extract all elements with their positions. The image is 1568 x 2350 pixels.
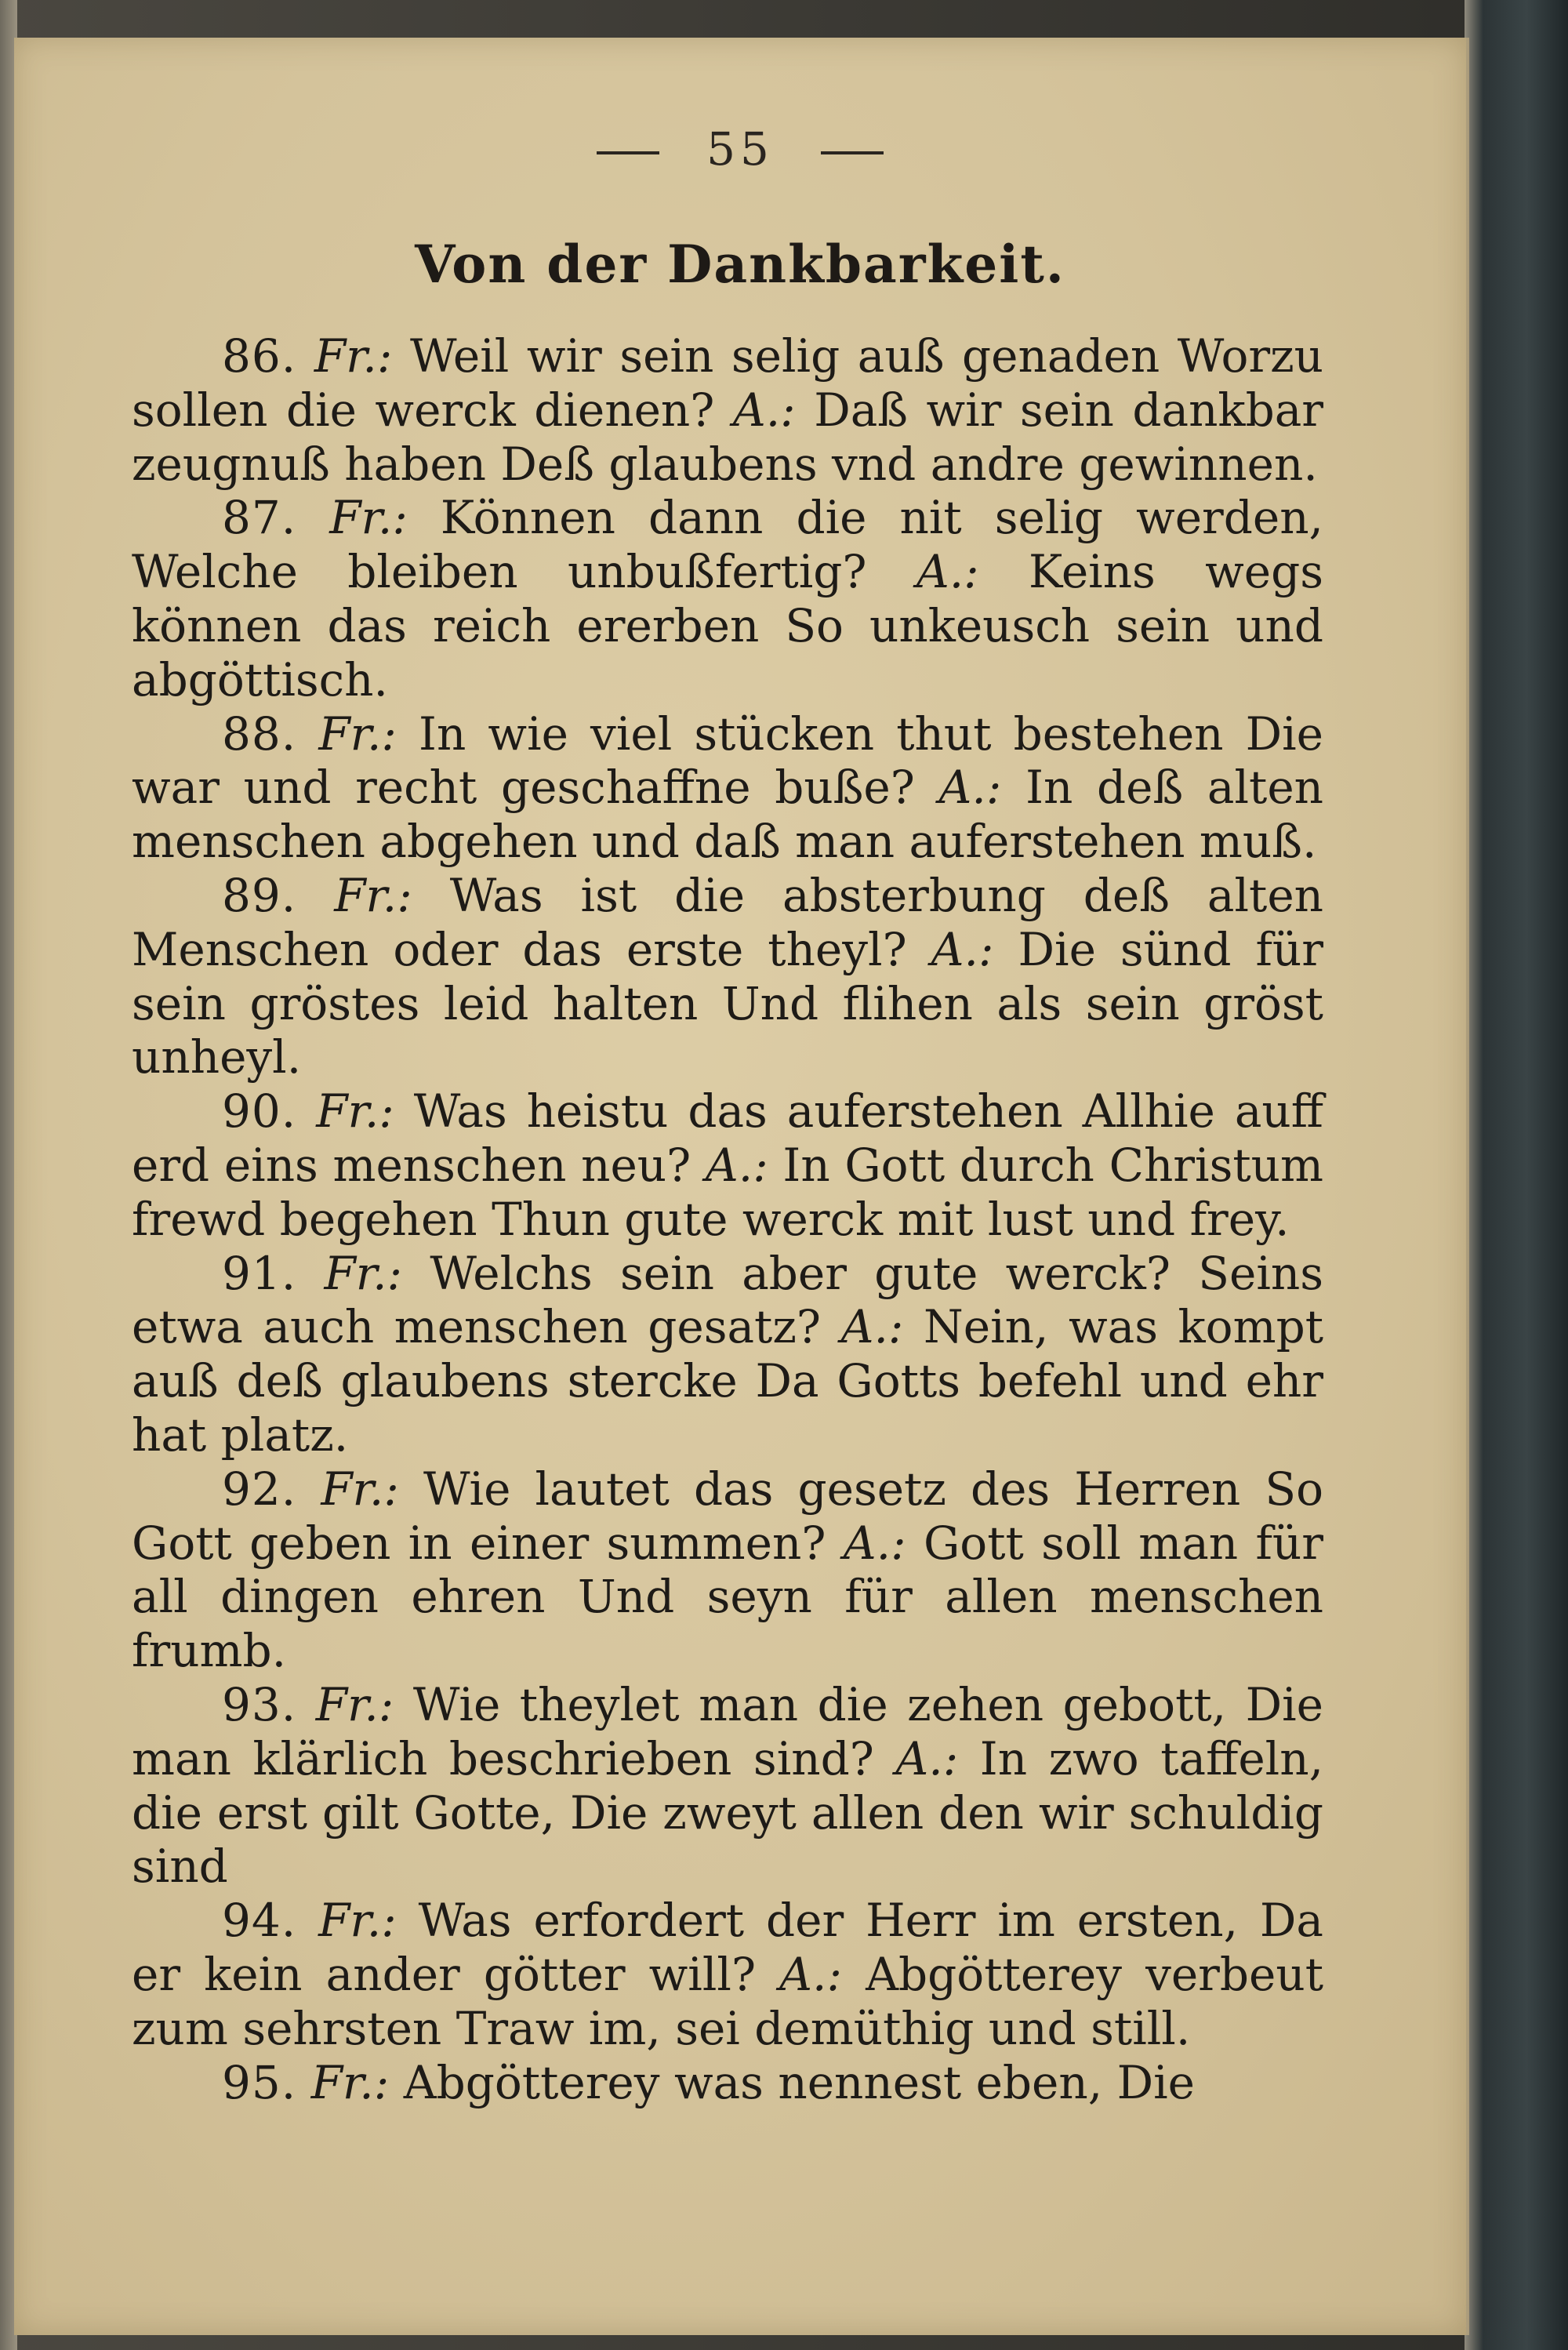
question-label: Fr.: — [314, 329, 393, 383]
question-label: Fr.: — [315, 1677, 394, 1731]
question-number: 93. — [222, 1677, 297, 1731]
answer-label: A.: — [840, 1300, 904, 1354]
question-text: In wie viel stücken thut bestehen Die war und recht geschaffne buße? — [132, 706, 1323, 815]
question-91 — [132, 1247, 1323, 1462]
answer-label: A.: — [732, 383, 796, 437]
question-text: Was erfordert der Herr im ersten, Da er kein ander götter will? — [132, 1894, 1323, 2001]
question-90 — [132, 1084, 1323, 1246]
question-95 — [132, 2056, 1323, 2110]
book-cover-edge — [1465, 0, 1568, 2350]
answer-label: A.: — [895, 1731, 959, 1785]
question-number: 92. — [222, 1462, 297, 1516]
answer-text: Daß wir sein dankbar zeugnuß haben Deß glaubens vnd andre gewinnen. — [132, 383, 1324, 491]
header-dash-right — [821, 151, 884, 154]
question-label: Fr.: — [329, 491, 408, 545]
question-number: 88. — [222, 706, 297, 761]
answer-text: Gott soll man für all dingen ehren Und seyn für allen menschen frumb. — [132, 1516, 1323, 1678]
page-header — [14, 122, 1466, 176]
question-label: Fr.: — [316, 1084, 394, 1139]
answer-text: Die sünd für sein gröstes leid halten Und flihen als sein gröst unheyl. — [132, 922, 1323, 1084]
question-text: Wie lautet das gesetz des Herren So Gott geben in einer summen? — [132, 1462, 1323, 1570]
question-number: 95. — [222, 2055, 297, 2109]
answer-text: Keins wegs können das reich ererben So unkeusch sein und abgöttisch. — [132, 545, 1324, 706]
question-text: Weil wir sein selig auß genaden Worzu sollen die werck dienen? — [132, 329, 1324, 437]
question-86 — [132, 329, 1323, 491]
answer-label: A.: — [843, 1516, 906, 1570]
answer-label: A.: — [938, 761, 1002, 815]
question-label: Fr.: — [318, 1894, 397, 1948]
question-label: Fr.: — [310, 2055, 390, 2109]
question-number: 91. — [222, 1246, 297, 1300]
question-89 — [132, 869, 1323, 1084]
question-text: Können dann die nit selig werden, Welche bleiben unbußfertig? — [132, 491, 1323, 599]
question-92 — [132, 1462, 1323, 1678]
question-88 — [132, 707, 1323, 869]
answer-text: In Gott durch Christum frewd begehen Thun gute werck mit lust und frey. — [132, 1138, 1323, 1246]
answer-label: A.: — [705, 1138, 768, 1192]
question-text: Welchs sein aber gute werck? Seins etwa auch menschen gesatz? — [132, 1246, 1324, 1354]
question-94 — [132, 1894, 1323, 2055]
answer-text: Abgötterey verbeut zum sehrsten Traw im, sei demüthig und still. — [132, 1947, 1324, 2055]
question-text: Was ist die absterbung deß alten Menschen oder das erste theyl? — [132, 868, 1324, 976]
question-label: Fr.: — [334, 868, 412, 922]
question-label: Fr.: — [324, 1246, 403, 1300]
question-text: Was heistu das auferstehen Allhie auff erd eins menschen neu? — [132, 1084, 1323, 1192]
section-heading: Von der Dankbarkeit. — [415, 234, 1065, 295]
question-87 — [132, 491, 1323, 706]
answer-text: In deß alten menschen abgehen und daß man auferstehen muß. — [132, 761, 1324, 869]
catechism-text — [132, 329, 1323, 2109]
question-label: Fr.: — [318, 706, 397, 761]
question-number: 90. — [222, 1084, 297, 1139]
question-number: 89. — [222, 868, 297, 922]
answer-label: A.: — [779, 1947, 843, 2001]
answer-label: A.: — [916, 545, 979, 599]
question-93 — [132, 1678, 1323, 1894]
question-label: Fr.: — [321, 1462, 399, 1516]
question-number: 87. — [222, 491, 297, 545]
answer-text: In zwo taffeln, die erst gilt Gotte, Die zweyt allen den wir schuldig sind — [132, 1731, 1324, 1894]
question-number: 86. — [222, 329, 297, 383]
page-number: 55 — [706, 122, 774, 176]
question-text: Abgötterey was nennest eben, Die — [403, 2055, 1195, 2109]
book-page — [14, 38, 1466, 2335]
answer-label: A.: — [931, 922, 994, 976]
header-dash-left — [597, 151, 659, 154]
answer-text: Nein, was kompt auß deß glaubens stercke Da Gotts befehl und ehr hat platz. — [132, 1300, 1324, 1462]
question-number: 94. — [222, 1894, 297, 1948]
question-text: Wie theylet man die zehen gebott, Die man klärlich beschrieben sind? — [132, 1677, 1323, 1785]
